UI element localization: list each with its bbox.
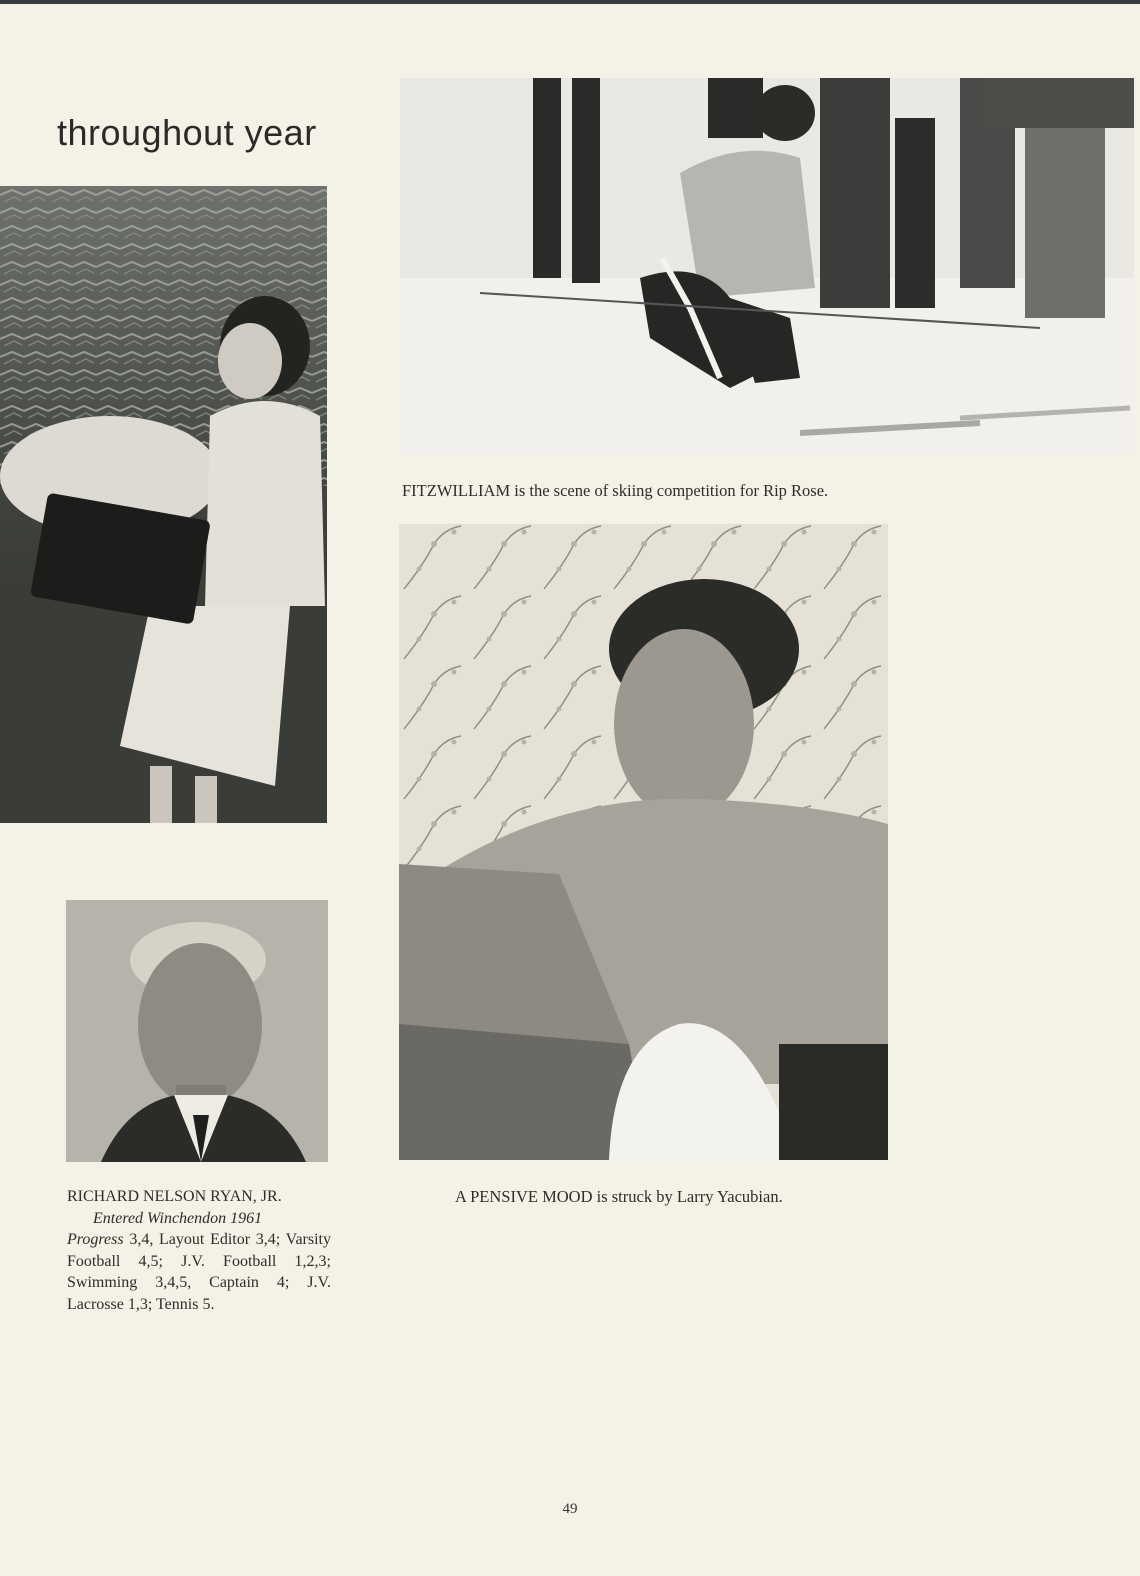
pensive-mood-photo — [399, 524, 888, 1160]
senior-activities — [67, 1229, 331, 1315]
senior-entered: Entered Winchendon 1961 — [93, 1209, 263, 1227]
pensive-mood-caption: A PENSIVE MOOD is struck by Larry Yacubian. — [455, 1187, 783, 1206]
senior-activities-text: 3,4, Layout Editor 3,4; Varsity Football 4,5; J.V. Football 1,2,3; Swimming 3,4,5, Captain 4; J.V. Lacrosse 1,3; Tennis 5. — [67, 1231, 331, 1313]
page-headline: throughout year — [57, 112, 317, 153]
moving-in-photo — [0, 186, 327, 823]
senior-activities-italic: Progress — [67, 1231, 124, 1249]
senior-name: RICHARD NELSON RYAN, JR. — [67, 1188, 282, 1205]
page-number: 49 — [562, 1501, 578, 1517]
skiing-caption: FITZWILLIAM is the scene of skiing competition for Rip Rose. — [402, 481, 829, 500]
skiing-photo — [400, 78, 1134, 454]
top-border-rule — [0, 0, 1140, 4]
senior-portrait — [66, 900, 328, 1162]
senior-bio — [67, 1186, 331, 1316]
